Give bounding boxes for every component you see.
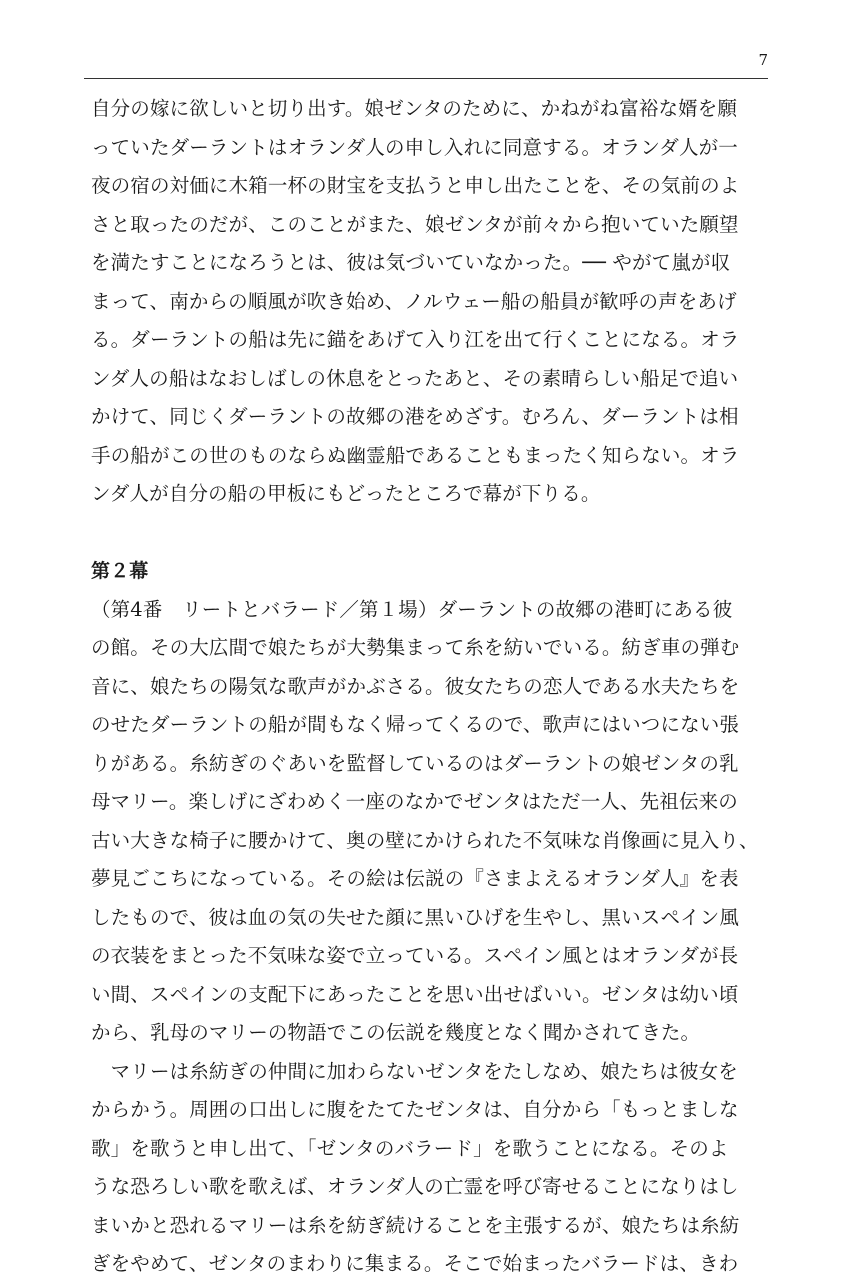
text-line: ぎをやめて、ゼンタのまわりに集まる。そこで始まったバラードは、きわ [91,1252,739,1275]
text-line: の館。その大広間で娘たちが大勢集まって糸を紡いでいる。紡ぎ車の弾む [91,636,740,659]
text-line: 手の船がこの世のものならぬ幽霊船であることもまったく知らない。オラ [91,443,740,467]
text-line: から、乳母のマリーの物語でこの伝説を幾度となく聞かされてきた。 [91,1021,701,1044]
text-line: っていたダーラントはオランダ人の申し入れに同意する。オランダ人が一 [91,135,738,159]
text-line: りがある。糸紡ぎのぐあいを監督しているのはダーラントの娘ゼンタの乳 [91,751,739,775]
text-line: 自分の嫁に欲しいと切り出す。娘ゼンタのために、かねがね富裕な婿を願 [91,97,738,120]
text-line: の衣装をまとった不気味な姿で立っている。スペイン風とはオランダが長 [91,944,739,967]
text-line: ンダ人の船はなおしばしの休息をとったあと、その素晴らしい船足で追い [91,366,739,390]
section-1-paragraph [91,90,771,514]
text-line: まいかと恐れるマリーは糸を紡ぎ続けることを主張するが、娘たちは糸紡 [91,1213,740,1237]
text-line: 母マリー。楽しげにざわめく一座のなかでゼンタはただ一人、先祖伝来の [91,790,738,813]
text-line: さと取ったのだが、このことがまた、娘ゼンタが前々から抱いていた願望 [91,212,739,236]
body-text [91,90,771,1284]
text-line: かけて、同じくダーラントの故郷の港をめざす。むろん、ダーラントは相 [91,405,739,428]
section-2-paragraphs [91,591,771,1284]
text-line: （第4番 リートとバラード／第１場）ダーラントの故郷の港町にある彼 [91,597,733,621]
text-line: うな恐ろしい歌を歌えば、オランダ人の亡霊を呼び寄せることになりはし [91,1175,739,1198]
page-number: 7 [758,51,768,69]
section-heading: 第２幕 [91,560,149,582]
text-line: 音に、娘たちの陽気な歌声がかぶさる。彼女たちの恋人である水夫たちを [91,674,740,698]
text-line: マリーは糸紡ぎの仲間に加わらないゼンタをたしなめ、娘たちは彼女を [91,1059,738,1083]
text-line: 歌」を歌うと申し出て、「ゼンタのバラード」を歌うことになる。そのよ [91,1136,729,1160]
text-line: したもので、彼は血の気の失せた顔に黒いひげを生やし、黒いスペイン風 [91,905,740,929]
header-rule [84,78,768,79]
text-line: 夢見ごこちになっている。その絵は伝説の『さまよえるオランダ人』を表 [91,867,739,890]
text-line: まって、南からの順風が吹き始め、ノルウェー船の船員が歓呼の声をあげ [91,289,737,313]
text-line: のせたダーラントの船が間もなく帰ってくるので、歌声にはいつにない張 [91,713,740,736]
text-line: る。ダーラントの船は先に錨をあげて入り江を出て行くことになる。オラ [91,328,740,351]
text-line: 古い大きな椅子に腰かけて、奥の壁にかけられた不気味な肖像画に見入り、 [91,828,759,852]
text-line: い間、スペインの支配下にあったことを思い出せばいい。ゼンタは幼い頃 [91,982,739,1006]
text-line: ンダ人が自分の船の甲板にもどったところで幕が下りる。 [91,482,601,505]
section-gap [91,514,771,553]
text-line: を満たすことになろうとは、彼は気づいていなかった。── やがて嵐が収 [91,251,731,274]
text-line: 夜の宿の対価に木箱一杯の財宝を支払うと申し出たことを、その気前のよ [91,174,740,197]
text-line: からかう。周囲の口出しに腹をたてたゼンタは、自分から「もっとましな [91,1098,739,1121]
